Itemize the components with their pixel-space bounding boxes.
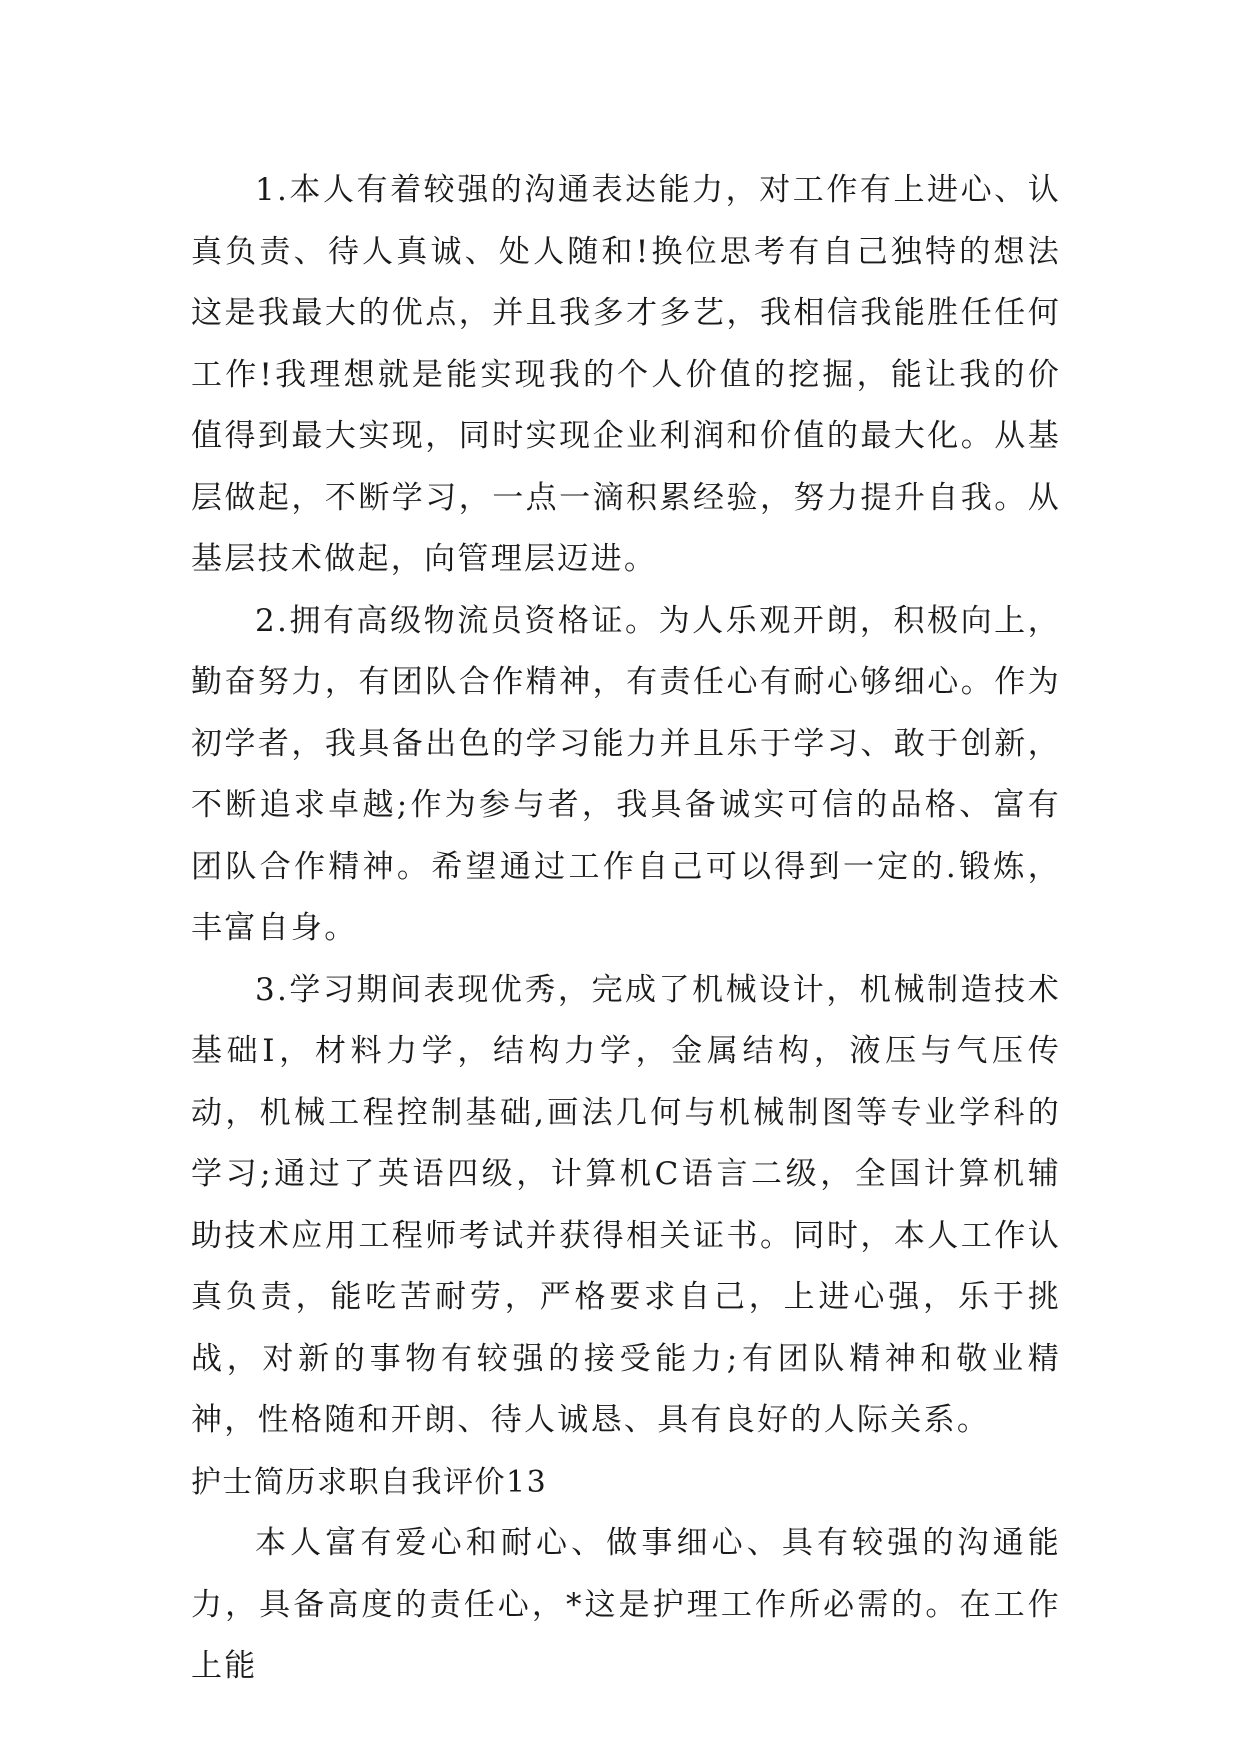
document-body xyxy=(191,160,1061,1698)
paragraph-1: 1.本人有着较强的沟通表达能力，对工作有上进心、认真负责、待人真诚、处人随和!换位思考有自己独特的想法这是我最大的优点，并且我多才多艺，我相信我能胜任任何工作!我理想就是能实现我的个人价值的挖掘，能让我的价值得到最大实现，同时实现企业利润和价值的最大化。从基层做起，不断学习，一点一滴积累经验，努力提升自我。从基层技术做起，向管理层迈进。 xyxy=(191,172,1061,577)
paragraph-3: 3.学习期间表现优秀，完成了机械设计，机械制造技术基础Ⅰ，材料力学，结构力学，金属结构，液压与气压传动，机械工程控制基础,画法几何与机械制图等专业学科的学习;通过了英语四级，计算机C语言二级，全国计算机辅助技术应用工程师考试并获得相关证书。同时，本人工作认真负责，能吃苦耐劳，严格要求自己，上进心强，乐于挑战，对新的事物有较强的接受能力;有团队精神和敬业精神，性格随和开朗、待人诚恳、具有良好的人际关系。 xyxy=(191,971,1061,1438)
paragraph-2: 2.拥有高级物流员资格证。为人乐观开朗，积极向上，勤奋努力，有团队合作精神，有责任心有耐心够细心。作为初学者，我具备出色的学习能力并且乐于学习、敢于创新，不断追求卓越;作为参与者，我具备诚实可信的品格、富有团队合作精神。希望通过工作自己可以得到一定的.锻炼，丰富自身。 xyxy=(191,602,1061,946)
section-paragraph: 本人富有爱心和耐心、做事细心、具有较强的沟通能力，具备高度的责任心，*这是护理工作所必需的。在工作上能 xyxy=(191,1525,1061,1684)
section-heading: 护士简历求职自我评价13 xyxy=(191,1464,548,1500)
